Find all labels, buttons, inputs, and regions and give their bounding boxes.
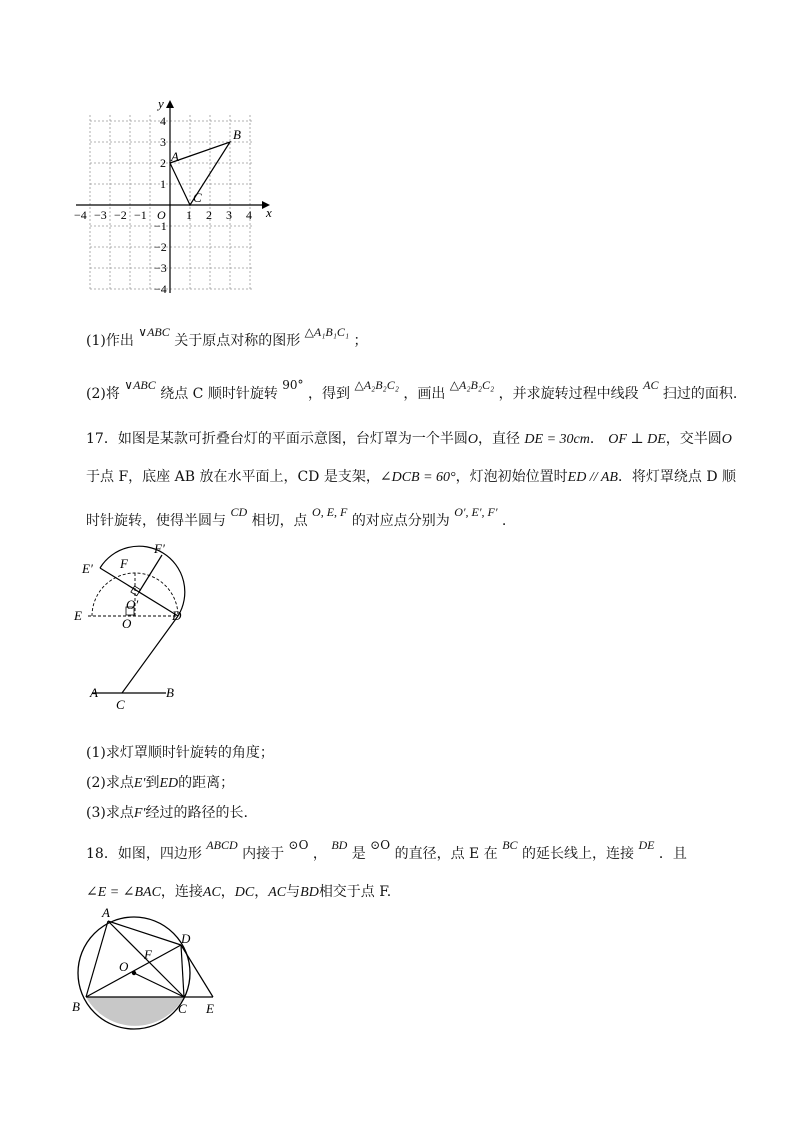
circle-figure (68, 905, 228, 1030)
label-e-prime: E′ (82, 561, 93, 576)
x-tick: −2 (114, 208, 127, 222)
q16-part1: (1)作出 ∨ABC 关于原点对称的图形 △A₁B₁C₁ ； (86, 325, 368, 349)
x-tick: 3 (226, 208, 232, 222)
y-tick: −4 (154, 282, 167, 295)
y-tick: 2 (160, 156, 166, 170)
y-tick: 4 (160, 114, 166, 128)
q17-sub3: (3)求点F′经过的路径的长. (86, 805, 248, 821)
label-f: F (144, 947, 152, 962)
coordinate-figure (70, 95, 280, 295)
label-e: E (74, 608, 82, 623)
q17-line1: 17．如图是某款可折叠台灯的平面示意图，台灯罩为一个半圆O，直径 DE = 30cm． OF ⊥ DE，交半圆O (86, 431, 732, 447)
triangle-a1b1c1-symbol: △A₁B₁C₁ (304, 325, 350, 339)
shaded-segment (86, 997, 184, 1026)
y-tick: 1 (160, 177, 166, 191)
label-f: F (120, 556, 128, 571)
rotated-radius-of (139, 555, 162, 592)
label-c: C (116, 697, 125, 710)
x-tick: 2 (206, 208, 212, 222)
q17-sub1: (1)求灯罩顺时针旋转的角度； (86, 745, 274, 761)
label-b: B (166, 685, 174, 700)
lamp-figure (70, 535, 220, 710)
y-tick: −2 (154, 240, 167, 254)
x-tick: −1 (134, 208, 147, 222)
point-a-label: A (171, 149, 179, 164)
q16-part2: (2)将 ∨ABC 绕点 C 顺时针旋转 90° ，得到 △A₂B₂C₂ ，画出 △A₂B₂C₂ ，并求旋转过程中线段 AC 扫过的面积. (86, 378, 738, 402)
label-o-prime: O′ (126, 597, 139, 612)
q17-sub2: (2)求点E′到ED的距离； (86, 775, 235, 791)
point-b-label: B (233, 127, 241, 142)
x-tick: 1 (186, 208, 192, 222)
y-axis-label: y (158, 96, 164, 111)
y-tick: −3 (154, 261, 167, 275)
label-a: A (102, 905, 110, 920)
x-tick: −4 (74, 208, 87, 222)
x-axis-label: x (266, 205, 272, 220)
grid (90, 115, 252, 291)
label-d: D (181, 931, 191, 946)
x-tick: 4 (246, 208, 252, 222)
label-o: O (119, 959, 129, 974)
label-a: A (90, 685, 98, 700)
q17-line3: 时针旋转，使得半圆与 CD 相切，点 O, E, F 的对应点分别为 O′, E′, F′ . (86, 505, 507, 529)
q17-line2: 于点 F，底座 AB 放在水平面上，CD 是支架，∠DCB = 60°，灯泡初始位置时ED // AB．将灯罩绕点 D 顺 (86, 469, 737, 485)
y-tick: −1 (154, 219, 167, 233)
origin-label: O (157, 208, 166, 222)
rotated-semicircle (100, 546, 185, 616)
x-tick: −3 (94, 208, 107, 222)
label-c: C (178, 1001, 187, 1016)
label-o: O (122, 616, 132, 631)
point-c-label: C (193, 190, 202, 205)
y-tick: 3 (160, 135, 166, 149)
q18-line1: 18．如图，四边形 ABCD 内接于 ⊙O ， BD 是 ⊙O 的直径，点 E 在 BC 的延长线上，连接 DE ．且 (86, 838, 687, 862)
label-e: E (206, 1001, 214, 1016)
triangle-abc-symbol: ∨ABC (138, 325, 170, 339)
label-b: B (72, 999, 80, 1014)
label-f-prime: F′ (154, 541, 165, 556)
q18-line2: ∠E = ∠BAC，连接AC，DC，AC与BD相交于点 F. (86, 884, 392, 900)
label-d: D (172, 608, 182, 623)
